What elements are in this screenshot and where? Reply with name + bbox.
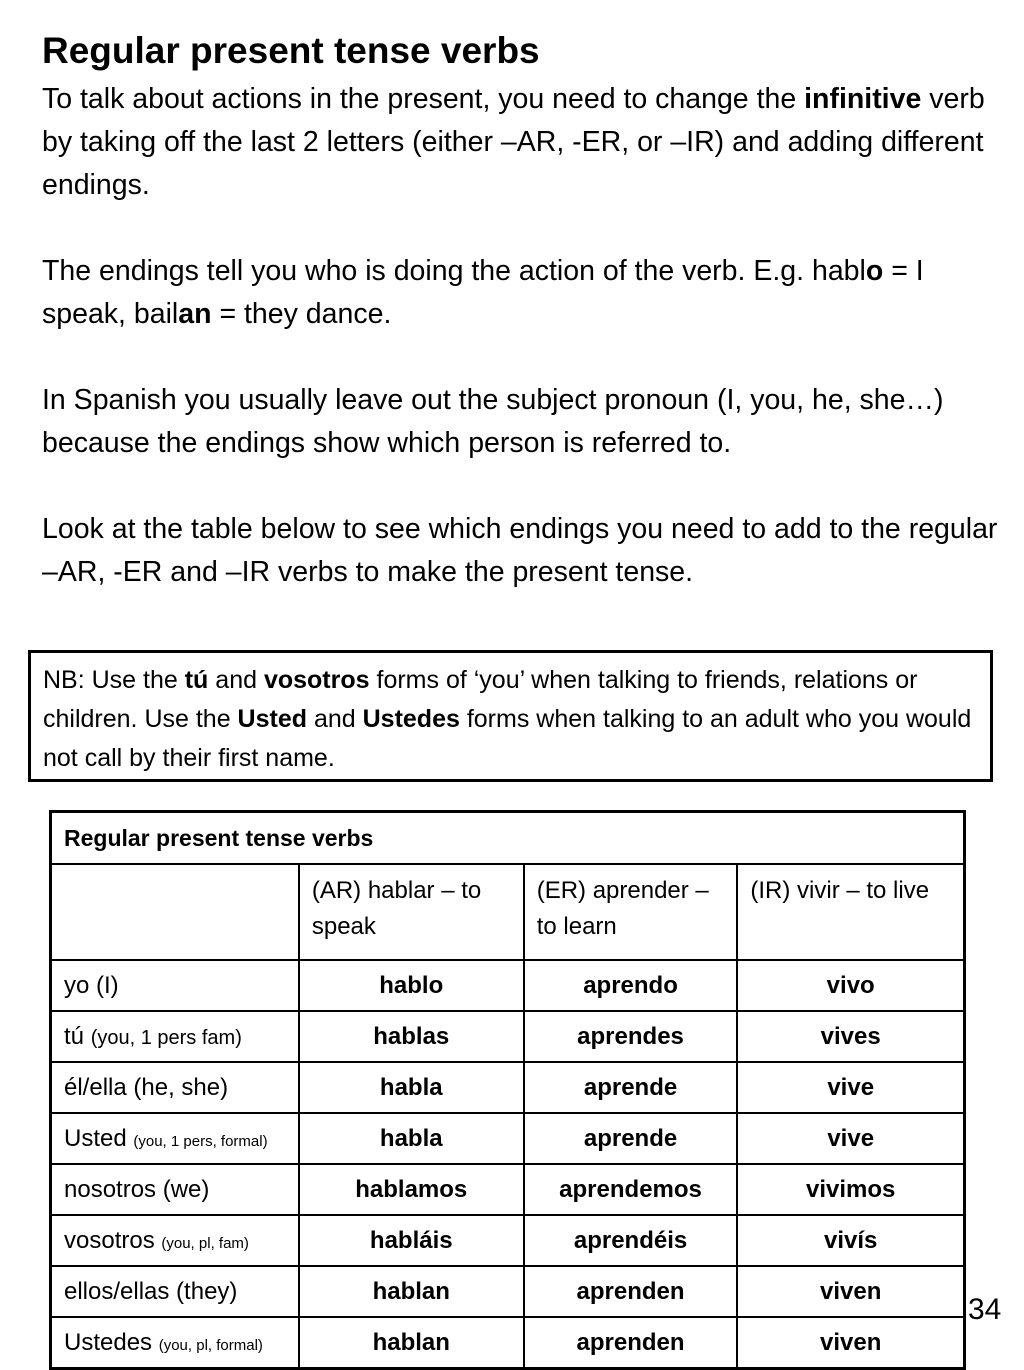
pronoun-cell	[51, 1164, 299, 1215]
intro-p2-text-end: = they dance.	[211, 298, 392, 330]
pronoun-cell	[51, 1317, 299, 1369]
page-title: Regular present tense verbs	[42, 30, 540, 71]
intro-paragraph-1	[42, 78, 1002, 207]
intro-paragraph-2	[42, 250, 1002, 336]
intro-paragraph-4: Look at the table below to see which endings you need to add to the regular –AR, -ER and –IR verbs to make the present tense.	[42, 513, 998, 588]
pronoun-cell	[51, 1113, 299, 1164]
er-form: aprendemos	[524, 1164, 738, 1215]
ir-form: vivimos	[737, 1164, 964, 1215]
note-bold-ustedes: Ustedes	[362, 705, 460, 733]
pronoun: él/ella (he, she)	[64, 1073, 229, 1101]
ar-form: habla	[299, 1062, 524, 1113]
ar-form: hablo	[299, 960, 524, 1011]
pronoun-cell	[51, 1062, 299, 1113]
ar-form: habláis	[299, 1215, 524, 1266]
table-row	[51, 1062, 965, 1113]
ar-form: hablan	[299, 1317, 524, 1369]
ar-form: hablan	[299, 1266, 524, 1317]
table-title: Regular present tense verbs	[51, 812, 965, 865]
intro-p2-text: The endings tell you who is doing the action of the verb. E.g. habl	[42, 255, 866, 287]
pronoun: tú	[64, 1022, 91, 1050]
note-fragment: NB: Use the	[43, 666, 185, 694]
page-number: 34	[968, 1293, 1002, 1326]
pronoun: nosotros (we)	[64, 1175, 210, 1203]
pronoun-cell	[51, 1011, 299, 1062]
pronoun-cell	[51, 960, 299, 1011]
intro-paragraph-3: In Spanish you usually leave out the subject pronoun (I, you, he, she…) because the endings show which person is referred to.	[42, 384, 944, 459]
ir-form: viven	[737, 1266, 964, 1317]
table-row	[51, 1266, 965, 1317]
table-row	[51, 960, 965, 1011]
pronoun-cell	[51, 1215, 299, 1266]
ir-form: viven	[737, 1317, 964, 1369]
table-row	[51, 1113, 965, 1164]
note-text	[31, 653, 990, 778]
table-row	[51, 1317, 965, 1369]
ir-form: vivo	[737, 960, 964, 1011]
table-row	[51, 1011, 965, 1062]
ar-form: habla	[299, 1113, 524, 1164]
note-fragment: and	[208, 666, 264, 694]
intro-p2-text-mid: = I speak, bail	[42, 255, 924, 330]
pronoun: Ustedes	[64, 1328, 159, 1356]
pronoun: Usted	[64, 1124, 134, 1152]
table-title-row	[51, 812, 965, 865]
note-fragment: forms of ‘you’ when talking to friends, relations or children. Use the	[43, 666, 918, 733]
er-form: aprendo	[524, 960, 738, 1011]
er-form: aprende	[524, 1113, 738, 1164]
intro-p1-text-end: verb by taking off the last 2 letters (either –AR, -ER, or –IR) and adding different endings.	[42, 83, 985, 201]
pronoun: ellos/ellas (they)	[64, 1277, 238, 1305]
note-box	[28, 650, 993, 782]
intro-p2-ending-an: an	[178, 298, 212, 330]
ir-form: vive	[737, 1062, 964, 1113]
header-er: (ER) aprender – to learn	[524, 864, 738, 960]
intro-p1-bold: infinitive	[804, 83, 922, 115]
pronoun: vosotros	[64, 1226, 162, 1254]
er-form: aprendes	[524, 1011, 738, 1062]
pronoun-note: (you, 1 pers fam)	[90, 1026, 242, 1049]
note-fragment: forms when talking to an adult who you would not call by their first name.	[43, 705, 972, 772]
er-form: aprenden	[524, 1266, 738, 1317]
header-ir: (IR) vivir – to live	[737, 864, 964, 960]
verb-table	[49, 810, 966, 1370]
pronoun-note: (you, pl, fam)	[161, 1234, 249, 1252]
ir-form: vive	[737, 1113, 964, 1164]
note-bold-usted: Usted	[237, 705, 308, 733]
table-row	[51, 1215, 965, 1266]
ir-form: vivís	[737, 1215, 964, 1266]
intro-text	[42, 78, 1002, 594]
pronoun-cell	[51, 1266, 299, 1317]
intro-p2-ending-o: o	[865, 255, 884, 287]
pronoun-note: (you, pl, formal)	[158, 1336, 263, 1354]
pronoun-note: (you, 1 pers, formal)	[133, 1132, 268, 1150]
note-bold-tu: tú	[184, 666, 209, 694]
header-empty	[51, 864, 299, 960]
er-form: aprende	[524, 1062, 738, 1113]
header-ar: (AR) hablar – to speak	[299, 864, 524, 960]
ar-form: hablamos	[299, 1164, 524, 1215]
ir-form: vives	[737, 1011, 964, 1062]
er-form: aprendéis	[524, 1215, 738, 1266]
ar-form: hablas	[299, 1011, 524, 1062]
pronoun: yo (I)	[64, 971, 119, 999]
table-header-row	[51, 864, 965, 960]
note-fragment: and	[307, 705, 363, 733]
intro-p1-text: To talk about actions in the present, you need to change the	[42, 83, 805, 115]
table-row	[51, 1164, 965, 1215]
er-form: aprenden	[524, 1317, 738, 1369]
note-bold-vosotros: vosotros	[263, 666, 370, 694]
